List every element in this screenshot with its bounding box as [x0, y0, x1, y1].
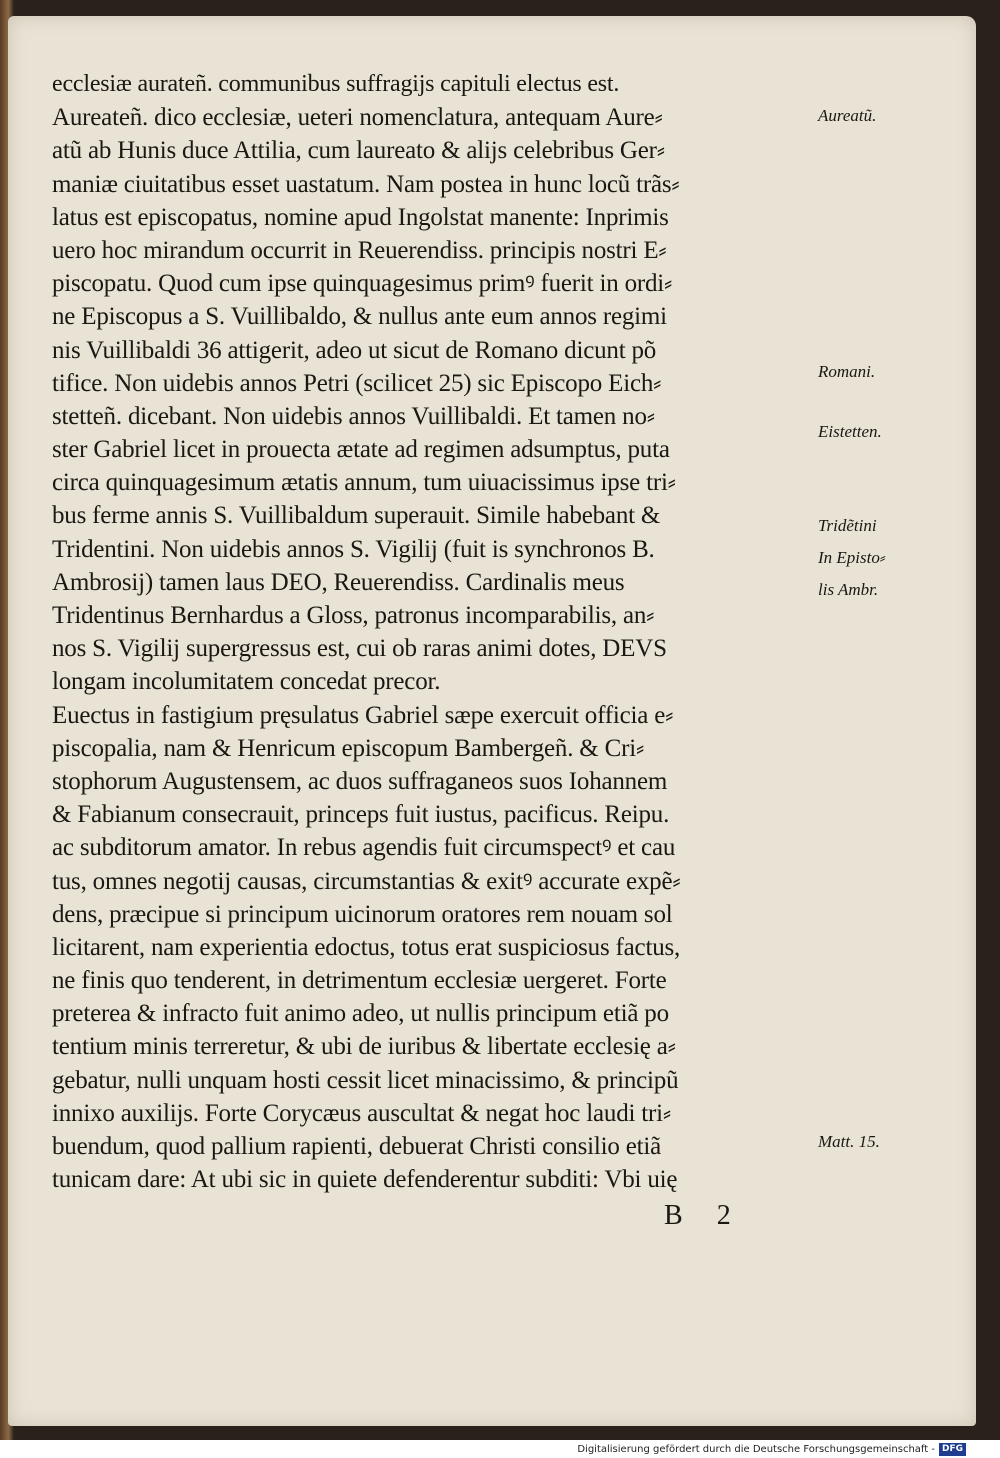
text-line: gebatur, nulli unquam hosti cessit licet minacissimo, & principũ: [52, 1066, 679, 1094]
text-line: bus ferme annis S. Vuillibaldum superauit. Simile habebant &: [52, 502, 661, 530]
margin-note: Eistetten.: [818, 422, 882, 441]
text-line: longam incolumitatem concedat precor.: [52, 668, 441, 696]
text-line: circa quinquagesimum ætatis annum, tum uiuacissimus ipse tri⸗: [52, 469, 676, 497]
text-line: nis Vuillibaldi 36 attigerit, adeo ut sicut de Romano dicunt põ: [52, 336, 657, 364]
margin-note: lis Ambr.: [818, 580, 879, 599]
text-line: piscopatu. Quod cum ipse quinquagesimus primꝰ fuerit in ordi⸗: [52, 270, 673, 298]
dfg-logo: DFG: [939, 1443, 966, 1456]
text-line: ac subditorum amator. In rebus agendis fuit circumspectꝰ et cau: [52, 834, 676, 862]
text-line: dens, præcipue si principum uicinorum oratores rem nouam sol: [52, 900, 673, 928]
margin-note: Matt. 15.: [818, 1132, 880, 1151]
text-line: uero hoc mirandum occurrit in Reuerendiss. principis nostri E⸗: [52, 236, 667, 264]
digitization-footer: [577, 1440, 966, 1458]
text-line: preterea & infracto fuit animo adeo, ut nullis principum etiã po: [52, 1000, 669, 1028]
signature-mark: [664, 1200, 765, 1232]
text-line: Ambrosij) tamen laus DEO, Reuerendiss. Cardinalis meus: [52, 568, 625, 596]
text-line: stetteñ. dicebant. Non uidebis annos Vuillibaldi. Et tamen no⸗: [52, 402, 655, 430]
text-line: ster Gabriel licet in prouecta ætate ad regimen adsumptus, puta: [52, 436, 670, 464]
text-line: Euectus in fastigium pręsulatus Gabriel sæpe exercuit officia e⸗: [52, 701, 674, 729]
text-line: tus, omnes negotij causas, circumstantias & exitꝰ accurate expẽ⸗: [52, 867, 681, 895]
text-line: Tridentini. Non uidebis annos S. Vigilij (fuit is synchronos B.: [52, 535, 655, 563]
signature-number: 2: [716, 1200, 731, 1231]
text-line: tentium minis terreretur, & ubi de iuribus & libertate ecclesię a⸗: [52, 1033, 676, 1061]
text-line: Tridentinus Bernhardus a Gloss, patronus incomparabilis, an⸗: [52, 602, 655, 629]
margin-note: Aureatũ.: [818, 106, 877, 125]
margin-note: Romani.: [818, 362, 876, 381]
text-line: buendum, quod pallium rapienti, debuerat Christi consilio etiã: [52, 1133, 661, 1160]
footer-text: Digitalisierung gefördert durch die Deutsche Forschungsgemeinschaft -: [577, 1443, 935, 1455]
text-line: maniæ ciuitatibus esset uastatum. Nam postea in hunc locũ trãs⸗: [52, 170, 680, 198]
text-line: atũ ab Hunis duce Attilia, cum laureato & alijs celebribus Ger⸗: [52, 137, 665, 165]
signature-letter: B: [664, 1200, 683, 1231]
text-line: Aureateñ. dico ecclesiæ, ueteri nomenclatura, antequam Aure⸗: [52, 104, 663, 132]
margin-note: Tridẽtini: [818, 516, 877, 535]
body-text: [52, 68, 822, 1196]
text-line: stophorum Augustensem, ac duos suffraganeos suos Iohannem: [52, 767, 668, 795]
margin-note: In Episto⸗: [818, 548, 886, 567]
text-line: piscopalia, nam & Henricum episcopum Bambergeñ. & Cri⸗: [52, 734, 645, 762]
text-line: ne Episcopus a S. Vuillibaldo, & nullus ante eum annos regimi: [52, 303, 667, 331]
text-line: nos S. Vigilij supergressus est, cui ob raras animi dotes, DEVS: [52, 635, 667, 663]
text-line: & Fabianum consecrauit, princeps fuit iustus, pacificus. Reipu.: [52, 801, 670, 829]
text-line: innixo auxilijs. Forte Corycæus auscultat & negat hoc laudi tri⸗: [52, 1099, 672, 1127]
text-line: tunicam dare: At ubi sic in quiete defenderentur subditi: Vbi uię: [52, 1166, 678, 1194]
text-line: ecclesiæ aurateñ. communibus suffragijs capituli electus est.: [52, 71, 620, 97]
text-line: tifice. Non uidebis annos Petri (scilicet 25) sic Episcopo Eich⸗: [52, 369, 662, 397]
text-line: licitarent, nam experientia edoctus, totus erat suspiciosus factus,: [52, 933, 681, 961]
text-line: ne finis quo tenderent, in detrimentum ecclesiæ uergeret. Forte: [52, 967, 667, 995]
text-line: latus est episcopatus, nomine apud Ingolstat manente: Inprimis: [52, 203, 669, 231]
